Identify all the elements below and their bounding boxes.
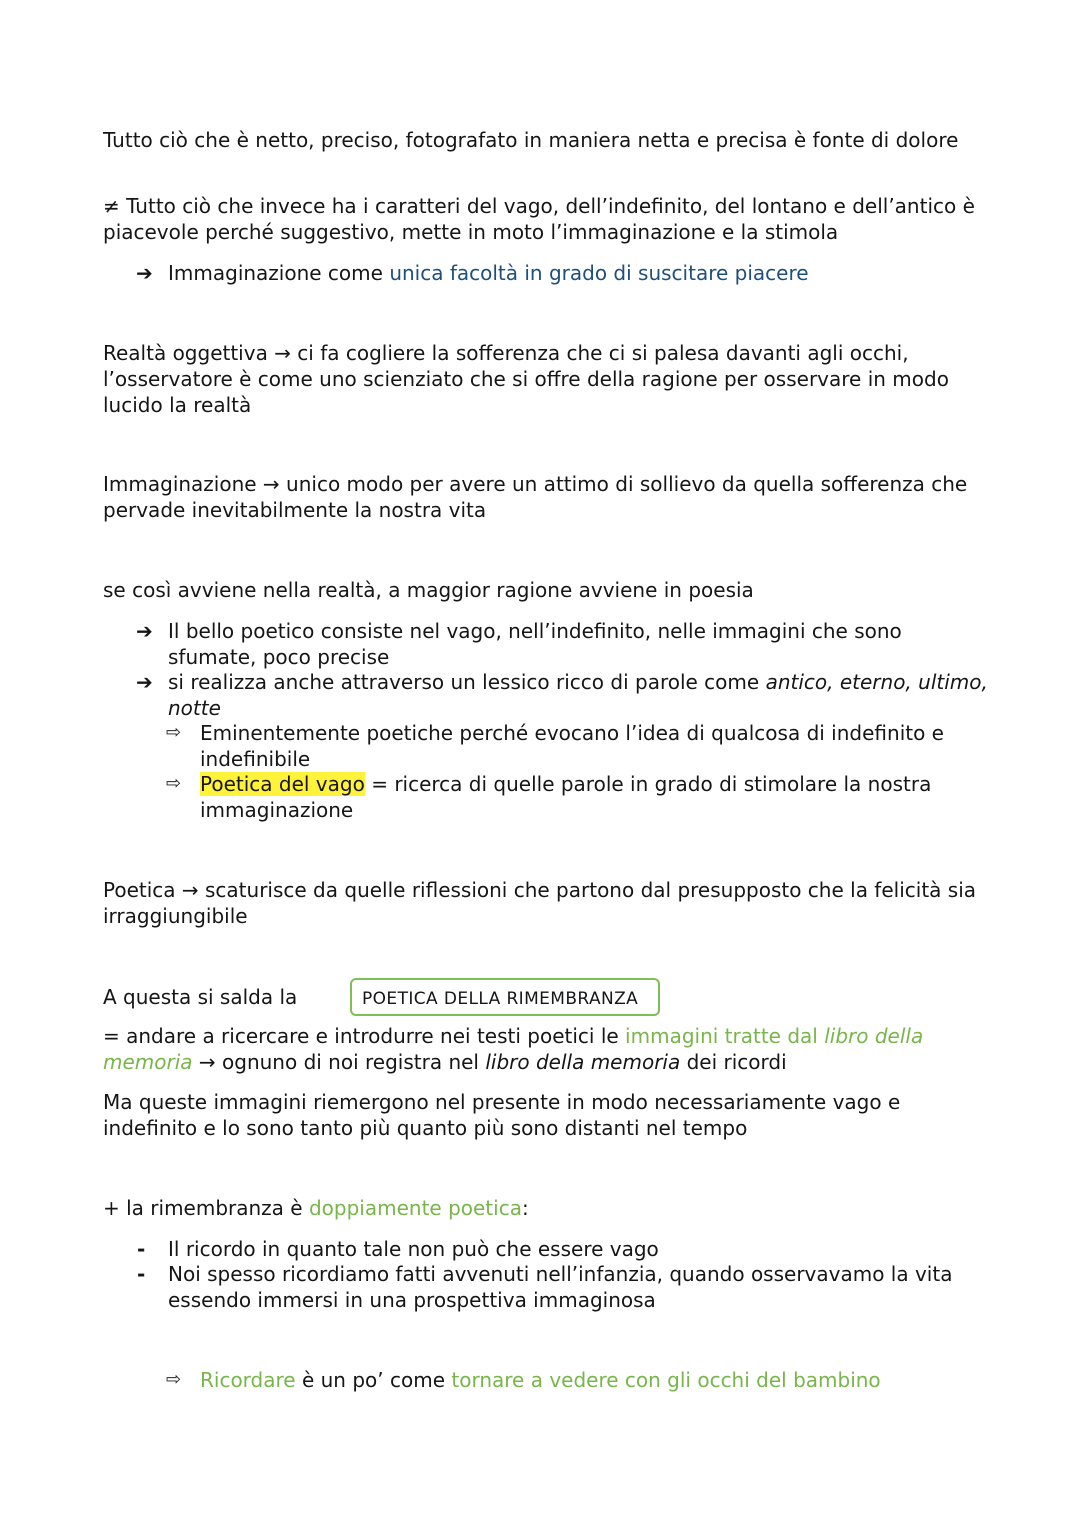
paragraph-vago-piacevole xyxy=(103,193,983,245)
dash-item-text: Noi spesso ricordiamo fatti avvenuti nell’infanzia, quando osservavamo la vita essendo immersi in una prospettiva immaginosa xyxy=(168,1262,953,1312)
paragraph-rimembranza xyxy=(103,1195,983,1221)
dash-bullet-icon: - xyxy=(137,1237,146,1261)
paragraph-immagini-riemergono xyxy=(103,1089,983,1141)
paragraph-text: : xyxy=(521,1196,529,1220)
hollow-arrow-icon: ⇨ xyxy=(166,773,182,794)
green-phrase: immagini tratte dal xyxy=(625,1024,825,1048)
dash-item-ricordo xyxy=(168,1236,988,1262)
green-phrase: tornare a vedere con gli occhi del bambino xyxy=(451,1368,881,1392)
bullet-lessico xyxy=(168,669,988,721)
hollow-arrow-icon: ⇨ xyxy=(166,1369,182,1390)
paragraph-text: = andare a ricercare e introdurre nei testi poetici le xyxy=(103,1024,626,1048)
rimembranza-box: POETICA DELLA RIMEMBRANZA xyxy=(350,978,660,1016)
green-phrase: doppiamente poetica xyxy=(308,1196,522,1220)
dash-item-text: Il ricordo in quanto tale non può che essere vago xyxy=(168,1237,659,1261)
bullet-text: Immaginazione come xyxy=(168,261,390,285)
paragraph-text: Ma queste immagini riemergono nel presente in modo necessariamente vago e indefinito e lo sono tanto più quanto più sono distanti nel tempo xyxy=(103,1090,901,1140)
paragraph-text: → ognuno di noi registra nel xyxy=(192,1050,486,1074)
paragraph-text: se così avviene nella realtà, a maggior ragione avviene in poesia xyxy=(103,578,754,602)
arrow-bullet-icon: ➔ xyxy=(136,619,153,643)
subbullet-text: è un po’ come xyxy=(295,1368,452,1392)
paragraph-netto-dolore xyxy=(103,127,983,153)
paragraph-realta-oggettiva xyxy=(103,340,983,418)
italic-phrase: libro della memoria xyxy=(485,1050,681,1074)
paragraph-text: A questa si salda la xyxy=(103,985,298,1009)
bullet-text: Il bello poetico consiste nel vago, nell’indefinito, nelle immagini che sono sfumate, poco precise xyxy=(168,619,902,669)
paragraph-text: Poetica → scaturisce da quelle riflessioni che partono dal presupposto che la felicità sia irraggiungibile xyxy=(103,878,977,928)
paragraph-libro-memoria xyxy=(103,1023,983,1075)
bullet-bello-poetico xyxy=(168,618,988,670)
green-italic-phrase: libro della memoria xyxy=(103,1024,924,1074)
dash-bullet-icon: - xyxy=(137,1262,146,1286)
paragraph-text: ≠ Tutto ciò che invece ha i caratteri del vago, dell’indefinito, del lontano e dell’antico è piacevole perché suggestivo, mette in moto l’immaginazione e la stimola xyxy=(103,194,975,244)
subbullet-poetica-vago xyxy=(200,771,980,823)
paragraph-poetica-felicita xyxy=(103,877,983,929)
paragraph-text: Immaginazione → unico modo per avere un attimo di sollievo da quella sofferenza che pervade inevitabilmente la nostra vita xyxy=(103,472,968,522)
bullet-text: si realizza anche attraverso un lessico ricco di parole come xyxy=(168,670,766,694)
paragraph-poesia xyxy=(103,577,983,603)
blue-phrase: unica facoltà in grado di suscitare piacere xyxy=(389,261,809,285)
subbullet-eminentemente xyxy=(200,720,980,772)
paragraph-text: + la rimembranza è xyxy=(103,1196,309,1220)
subbullet-text: = ricerca di quelle parole in grado di stimolare la nostra immaginazione xyxy=(200,772,932,822)
paragraph-text: Realtà oggettiva → ci fa cogliere la sofferenza che ci si palesa davanti agli occhi, l’osservatore è come uno scienziato che si offre della ragione per osservare in modo lucido la realtà xyxy=(103,341,949,417)
paragraph-immaginazione xyxy=(103,471,983,523)
paragraph-text: dei ricordi xyxy=(680,1050,787,1074)
hollow-arrow-icon: ⇨ xyxy=(166,722,182,743)
highlighted-term: Poetica del vago xyxy=(200,772,365,796)
dash-item-infanzia xyxy=(168,1261,988,1313)
italic-words: antico, eterno, ultimo, notte xyxy=(168,670,988,720)
paragraph-text: Tutto ciò che è netto, preciso, fotografato in maniera netta e precisa è fonte di dolore xyxy=(103,128,959,152)
bullet-immaginazione xyxy=(168,260,988,286)
arrow-bullet-icon: ➔ xyxy=(136,261,153,285)
arrow-bullet-icon: ➔ xyxy=(136,670,153,694)
subbullet-ricordare xyxy=(200,1367,980,1393)
green-phrase: Ricordare xyxy=(200,1368,296,1392)
subbullet-text: Eminentemente poetiche perché evocano l’idea di qualcosa di indefinito e indefinibile xyxy=(200,721,944,771)
